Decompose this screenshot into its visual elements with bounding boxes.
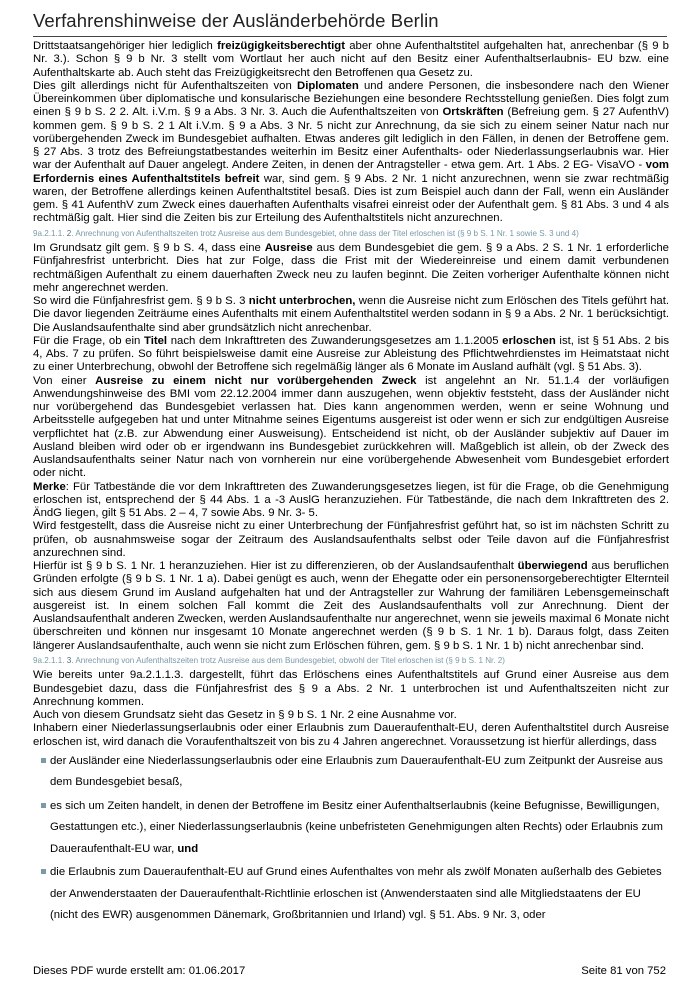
paragraph [33, 560, 669, 653]
bold-text: erloschen [502, 334, 556, 347]
text: Hierfür ist § 9 b S. 1 Nr. 1 heranzuziehen. Hier ist zu differenzieren, ob der Auslandsaufenthalt [33, 560, 518, 572]
paragraph [33, 295, 669, 335]
text: : Für Tatbestände die vor dem Inkrafttreten des Zuwanderungsgesetzes liegen, ist für die Frage, ob die Genehmigung erloschen ist, entsprechend der § 44 Abs. 1 a -3 AuslG heranzuziehen. Für Tatbestände, die nach dem Inkrafttreten des 2. ÄndG liegen, gilt § 51 Abs. 2 – 4, 7 sowie Abs. 9 Nr. 3- 5. [33, 480, 669, 519]
list-item [33, 796, 669, 861]
paragraph: Inhabern einer Niederlassungserlaubnis oder einer Erlaubnis zum Daueraufenthalt-EU, deren Aufenthaltstitel durch Ausreise erloschen ist, wird danach die Voraufenthaltszeit von bis zu 4 Jahren angerechnet. Voraussetzung ist hierfür allerdings, dass [33, 722, 669, 748]
list-item-text: die Erlaubnis zum Daueraufenthalt-EU auf Grund eines Aufenthaltes von mehr als zwölf Monaten außerhalb des Gebietes der Anwenderstaaten der Daueraufenthalt-Richtlinie erloschen ist (Anwenderstaaten sind alle Mitgliedstaatens der EU (nicht des EWR) ausgenommen Dänemark, Großbritannien und Irland) vgl. § 51. Abs. 9 Nr. 3, oder [50, 866, 662, 922]
bullet-square-icon [41, 803, 46, 808]
bold-text: Ortskräften [442, 106, 504, 119]
text: Drittstaatsangehöriger hier lediglich [33, 40, 218, 52]
text: aus beruflichen Gründen erfolgte (§ 9 b S. 1 Nr. 1 a). Dabei genügt es auch, wenn der Ehegatte oder ein personensorgeberechtigter Elternteil sich aus diesem Grund im Ausland aufgehalten hat und der Antragsteller zur Wahrung der familiären Lebensgemeinschaft ausgereist ist. In einem solchen Fall kommt die Zeit des Auslandsaufenthalts voll zur Anrechnung. Dient der Auslandsaufenthalt anderen Zwecken, werden Auslandsaufenthalte nur angerechnet, wenn sie jeweils maximal 6 Monate nicht überschreiten und können nur insgesamt 10 Monate angerechnet werden (§ 9 b S. 1 Nr. 1 b). Daraus folgt, dass Zeiten längerer Auslandsaufenthalte, auch wenn sie nicht zum Erlöschen führen, gem. § 9 b S. 1 Nr. 1 b) nicht anrechenbar sind. [33, 560, 669, 652]
paragraph [33, 242, 669, 295]
section-digit: 3 [66, 655, 72, 665]
text: Im Grundsatz gilt gem. § 9 b S. 4, dass eine [33, 242, 265, 254]
bold-text: nicht unterbrochen, [248, 295, 356, 307]
paragraph [33, 80, 669, 226]
bold-text: Diplomaten [297, 79, 359, 92]
bold-text: Merke [33, 480, 66, 493]
bullet-list [33, 751, 669, 927]
bold-text: Titel [143, 334, 168, 347]
paragraph: Wird festgestellt, dass die Ausreise nicht zu einer Unterbrechung der Fünfjahresfrist geführt hat, so ist im nächsten Schritt zu prüfen, ob ausnahmsweise sogar der Zeitraum des Auslandsaufenthalts selbst oder Teile davon auf die Fünfjahresfrist anzurechnen sind. [33, 520, 669, 559]
paragraph [33, 375, 669, 481]
section-title: . Anrechnung von Aufenthaltszeiten trotz Ausreise aus dem Bundesgebiet, obwohl der Titel erloschen ist (§ 9 b S. 1 Nr. 2) [71, 655, 505, 665]
text: aber ohne Aufenthaltstitel aufgehalten hat, anrechenbar (§ 9 b Nr. 3.). Schon § 9 b Nr. 3 stellt vom Wortlaut her auch nicht auf den Besitz einer Aufenthaltserlaubnis- EU bzw. eine Aufenthaltskarte ab. Auch steht das Freizügigkeitsrecht den Betroffenen qua Gesetz zu. [33, 40, 669, 79]
text: und andere Personen, die insbesondere nach den Wiener Übereinkommen über diplomatische und konsularische Beziehungen eine besondere Rechtsstellung genießen. Dies folgt zum einen § 9 b S. 2 2. Alt. i.V.m. § 9 a Abs. 3 Nr. 3. Auch die Aufenthaltszeiten von [33, 79, 669, 119]
section-number: 9a.2.1.1. [33, 655, 67, 665]
page-title: Verfahrenshinweise der Ausländerbehörde Berlin [33, 10, 439, 31]
text: Von einer [33, 374, 96, 387]
text: Dies gilt allerdings nicht für Aufenthaltszeiten von [33, 79, 297, 92]
section-digit: 2 [66, 228, 72, 238]
paragraph [33, 481, 669, 521]
bold-text: vom Erfordernis eines Aufenthaltstitels befreit [33, 159, 669, 185]
document-body [33, 40, 669, 929]
footer-page-number: Seite 81 von 752 [581, 965, 666, 977]
list-item-text: der Ausländer eine Niederlassungserlaubnis oder eine Erlaubnis zum Daueraufenthalt-EU zum Zeitpunkt der Ausreise aus dem Bundesgebiet besaß, [50, 754, 663, 789]
text: nach dem Inkrafttreten des Zuwanderungsgesetzes am 1.1.2005 [167, 334, 503, 347]
list-item-text: es sich um Zeiten handelt, in denen der Betroffene im Besitz einer Aufenthaltserlaubnis (keine Befugnisse, Bewilligungen, Gestattungen etc.), einer Niederlassungserlaubnis (keine unbefristeten Genehmigungen alten Rechts) oder Erlaubnis zum Daueraufenthalt-EU war, [50, 799, 663, 855]
bullet-square-icon [41, 758, 46, 763]
bold-text: freizügigkeitsberechtigt [217, 40, 346, 52]
text: Für die Frage, ob ein [33, 334, 144, 347]
bold-text: und [177, 842, 199, 855]
list-item [33, 862, 669, 927]
bullet-square-icon [41, 869, 46, 874]
paragraph: Auch von diesem Grundsatz sieht das Gesetz in § 9 b S. 1 Nr. 2 eine Ausnahme vor. [33, 709, 457, 721]
paragraph: Wie bereits unter 9a.2.1.1.3. dargestellt, führt das Erlöschens eines Aufenthaltstitels auf Grund einer Ausreise aus dem Bundesgebiet dazu, dass die Fünfjahresfrist des § 9 a Abs. 2 Nr. 1 unterbrochen ist und Aufenthaltszeiten nicht zur Anrechnung kommen. [33, 669, 669, 708]
section-title: . Anrechnung von Aufenthaltszeiten trotz Ausreise aus dem Bundesgebiet, ohne dass der Titel erloschen ist (§ 9 b S. 1 Nr. 1 sowie S. 3 und 4) [71, 228, 579, 238]
paragraph [33, 40, 669, 80]
section-number: 9a.2.1.1. [33, 228, 67, 238]
text: So wird die Fünfjahresfrist gem. § 9 b S. 3 [33, 295, 249, 307]
text: aus dem Bundesgebiet die gem. § 9 a Abs. 2 S. 1 Nr. 1 erforderliche Fünfjahresfrist unterbricht. Dies hat zur Folge, dass die Frist mit der Wiedereinreise und einem damit verbundenen rechtmäßigen Aufenthalt zu einem dauerhaften Zweck neu zu laufen beginnt. Die Zeiten vorheriger Aufenthalte können nicht mehr angerechnet werden. [33, 242, 669, 294]
section-heading [33, 229, 669, 240]
text: war, sind gem. § 9 Abs. 2 Nr. 1 nicht anzurechnen, wenn sie zwar rechtmäßig waren, der Betroffene allerdings keinen Aufenthaltstitel besaß. Dies ist zum Beispiel auch dann der Fall, wenn ein Ausländer gem. § 41 AufenthV zum Zweck eines dauerhaften Aufenthalts visafrei einreist oder der Aufenthalt gem. § 81 Abs. 3 und 4 als rechtmäßig galt. Hier sind die Zeiten bis zur Erteilung des Aufenthaltstitels nicht anzurechnen. [33, 172, 669, 225]
title-divider [33, 36, 667, 37]
text: (Befreiung gem. § 27 AufenthV) kommen gem. § 9 b S. 2 1 Alt i.V.m. § 9 a Abs. 3 Nr. 5 nicht zur Anrechnung, da sie sich zu einem seiner Natur nach nur vorübergehenden Zweck im Bundesgebiet aufhalten. Etwas anderes gilt lediglich in den Fällen, in denen der Betroffene gem. § 27 Abs. 3 trotz des Befreiungstatbestandes weiterhin im Besitz einer Aufenthalts- oder Niederlassungserlaubnis war. Hier war der Aufenthalt auf Dauer angelegt. Andere Zeiten, in denen der Antragsteller - etwa gem. Art. 1 Abs. 2 EG- VisaVO - [33, 106, 669, 172]
bold-text: Ausreise zu einem nicht nur vorübergehenden Zweck [95, 374, 417, 387]
bold-text: überwiegend [517, 560, 588, 572]
text: ist, ist § 51 Abs. 2 bis 4, Abs. 7 zu prüfen. So führt beispielsweise damit eine Ausreise zur Ableistung des Pflichtwehrdienstes im Heimatstaat nicht zu einer Unterbrechung, obwohl der Betroffene sich regelmäßig länger als 6 Monate im Ausland aufhält (vgl. § 51 Abs. 3). [33, 334, 669, 374]
section-heading [33, 656, 669, 667]
footer-created-date: Dieses PDF wurde erstellt am: 01.06.2017 [33, 965, 246, 977]
bold-text: Ausreise [264, 242, 313, 254]
text: ist angelehnt an Nr. 51.1.4 der vorläufigen Anwendungshinweise des BMI vom 22.12.2004 immer dann auszugehen, wenn objektiv feststeht, dass der Ausländer nicht nur vorübergehend das Bundesgebiet verlassen hat. Dies kann angenommen werden, wenn er seine Wohnung und Arbeitsstelle aufgegeben hat und unter Mitnahme seines Eigentums ausgereist ist oder wenn er sich zur endgültigen Ausreise verpflichtet hat (z.B. zur Abwendung einer Ausweisung). Entscheidend ist nicht, ob der Ausländer subjektiv auf Dauer im Ausland bleiben wird oder ob er irgendwann ins Bundesgebiet zurückkehren will. Maßgeblich ist allein, ob der Zweck des Auslandsaufenthalts seiner Natur nach von vornherein nur eine vorübergehende Abwesenheit vom Bundesgebiet erfordert oder nicht. [33, 374, 670, 480]
text: wenn die Ausreise nicht zum Erlöschen des Titels geführt hat. Die davor liegenden Zeiträume eines Aufenthalts mit einem Aufenthaltstitel werden sodann in § 9 a Abs. 2 Nr. 1 berücksichtigt. Die Auslandsaufenthalte sind aber grundsätzlich nicht anrechenbar. [33, 295, 669, 334]
list-item [33, 751, 669, 794]
paragraph [33, 335, 669, 375]
